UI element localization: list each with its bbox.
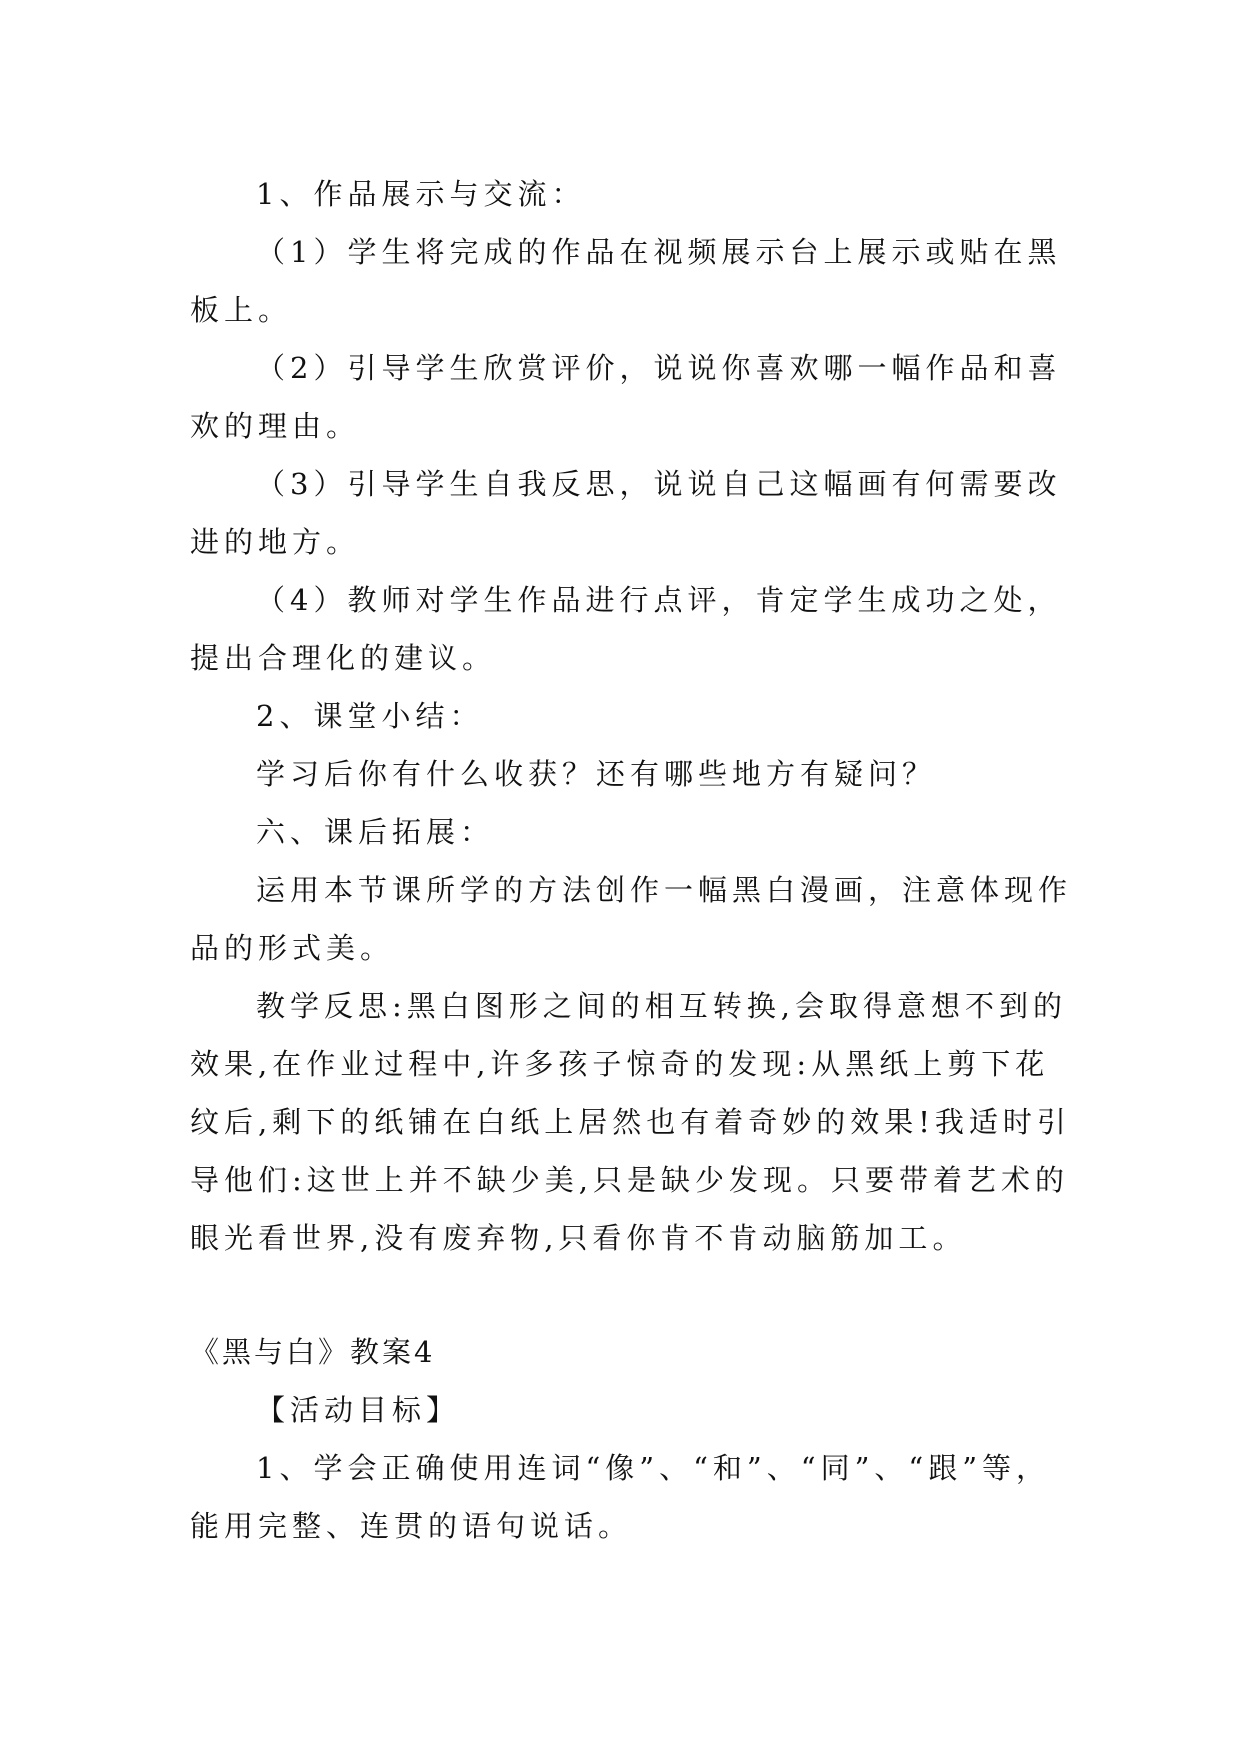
reflection-line: 教学反思:黑白图形之间的相互转换,会取得意想不到的	[256, 989, 1067, 1023]
paragraph-line: 欢的理由。	[190, 409, 361, 443]
document-body	[190, 165, 1073, 1555]
paragraph-line: 运用本节课所学的方法创作一幅黑白漫画，注意体现作	[256, 873, 1073, 907]
paragraph-line: 品的形式美。	[190, 931, 395, 965]
reflection-line: 导他们:这世上并不缺少美,只是缺少发现。只要带着艺术的	[190, 1163, 1069, 1197]
section-heading-showcase: 1、作品展示与交流：	[256, 177, 586, 211]
paragraph-line: （1）学生将完成的作品在视频展示台上展示或贴在黑	[256, 235, 1062, 269]
paragraph-line: （2）引导学生欣赏评价，说说你喜欢哪一幅作品和喜	[256, 351, 1062, 385]
paragraph-line: 能用完整、连贯的语句说话。	[190, 1509, 633, 1543]
paragraph-line: （3）引导学生自我反思，说说自己这幅画有何需要改	[256, 467, 1062, 501]
activity-goals-heading: 【活动目标】	[256, 1393, 461, 1427]
reflection-line: 眼光看世界,没有废弃物,只看你肯不肯动脑筋加工。	[190, 1221, 967, 1255]
paragraph-line: （4）教师对学生作品进行点评，肯定学生成功之处，	[256, 583, 1062, 617]
paragraph-line: 提出合理化的建议。	[190, 641, 497, 675]
paragraph-line: 学习后你有什么收获？还有哪些地方有疑问？	[256, 757, 937, 791]
paragraph-line: 板上。	[190, 293, 293, 327]
section-heading-extension: 六、课后拓展：	[256, 815, 495, 849]
paragraph-line: 进的地方。	[190, 525, 361, 559]
section-heading-summary: 2、课堂小结：	[256, 699, 484, 733]
reflection-line: 纹后,剩下的纸铺在白纸上居然也有着奇妙的效果!我适时引	[190, 1105, 1071, 1139]
lesson-plan-title: 《黑与白》教案4	[190, 1335, 436, 1369]
reflection-line: 效果,在作业过程中,许多孩子惊奇的发现:从黑纸上剪下花	[190, 1047, 1050, 1081]
paragraph-line: 1、学会正确使用连词“像”、“和”、“同”、“跟”等，	[256, 1451, 1051, 1485]
